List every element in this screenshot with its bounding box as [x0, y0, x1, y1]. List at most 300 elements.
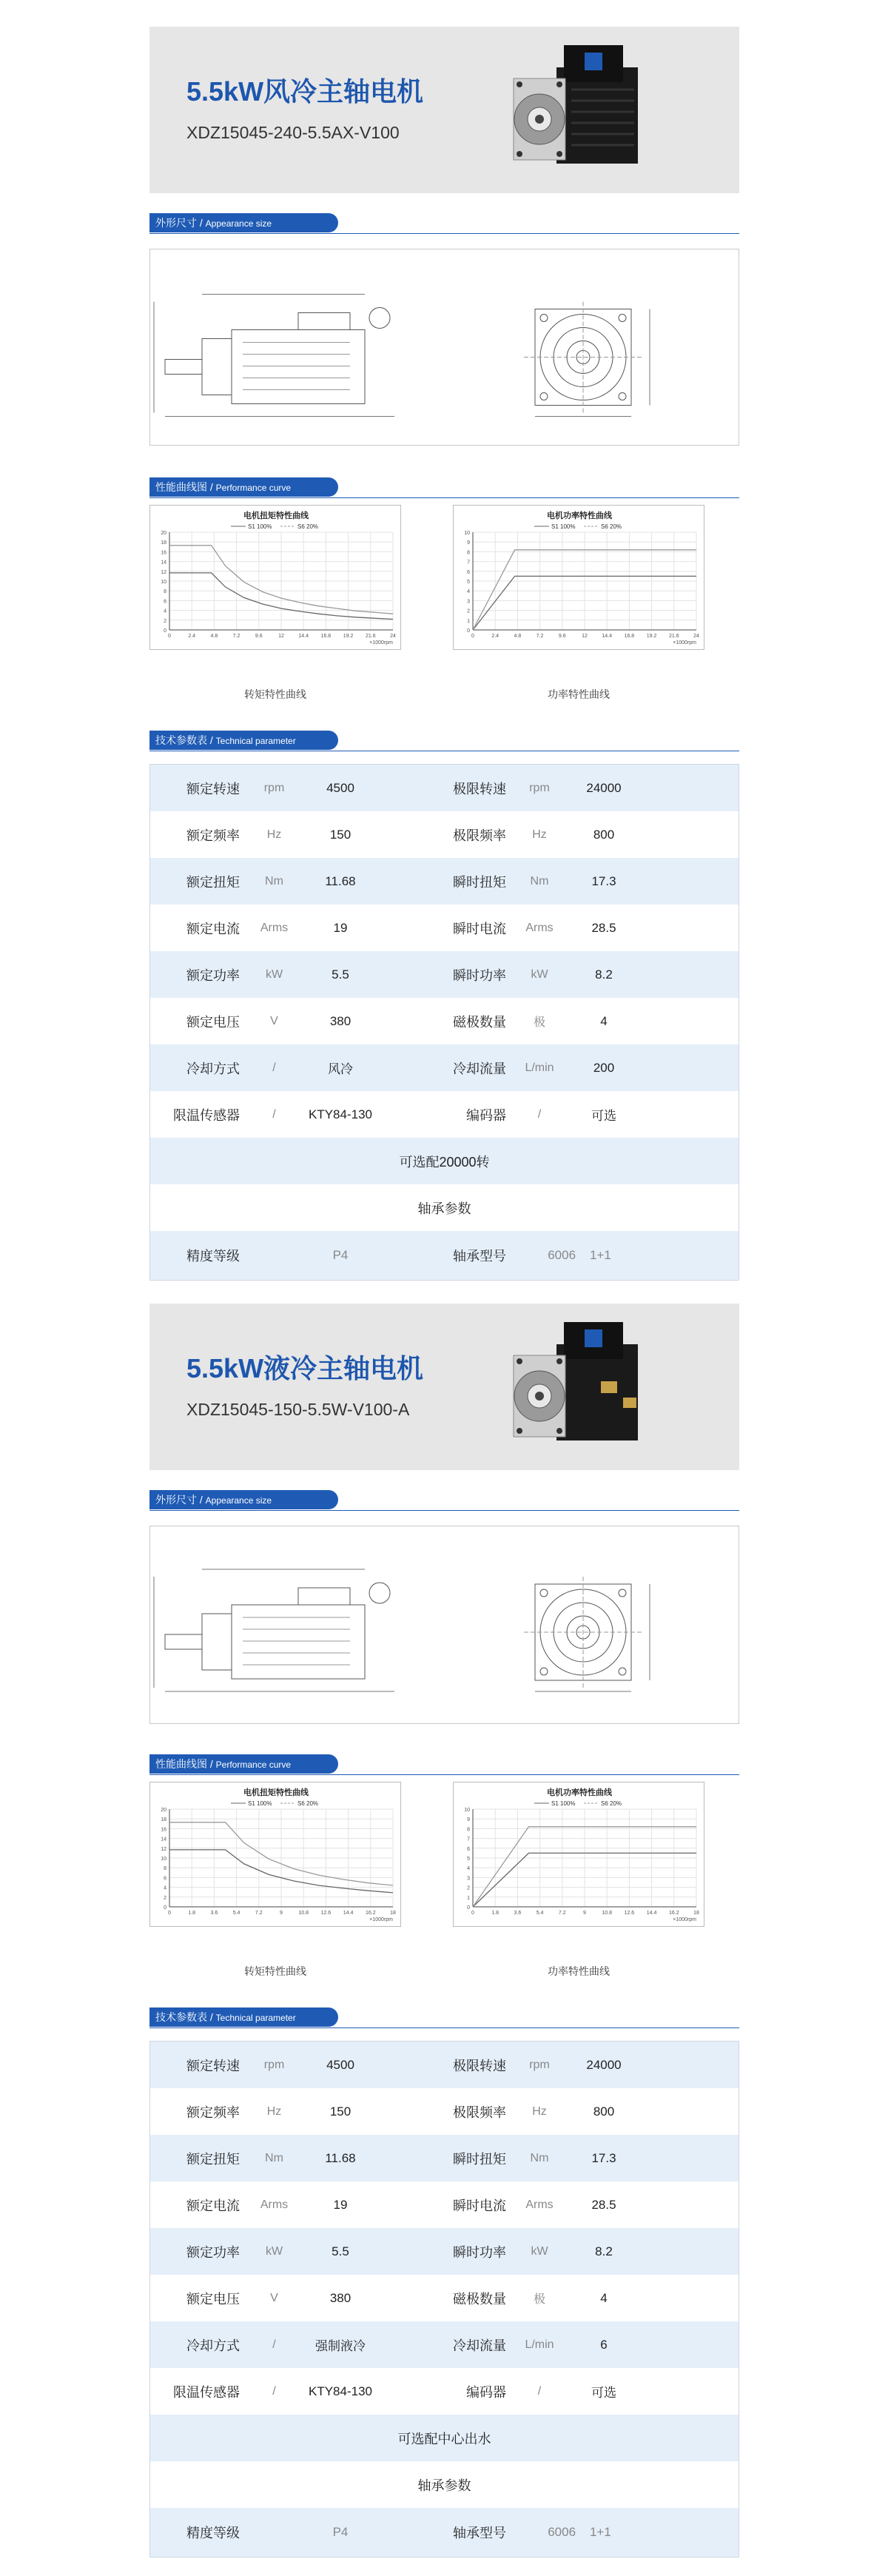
param-label: 磁极数量 — [453, 2291, 506, 2307]
param-value: 800 — [593, 2104, 615, 2119]
param-unit: Arms — [260, 921, 289, 934]
y-tick-label: 4 — [467, 589, 470, 595]
param-value: 24000 — [586, 2057, 622, 2072]
table-row — [150, 951, 739, 998]
x-tick-label: 7.2 — [232, 634, 240, 639]
parameter-table — [149, 764, 739, 1281]
side-view-flange — [202, 1614, 232, 1670]
y-tick-label: 4 — [467, 1866, 470, 1872]
param-label: 限温传感器 — [173, 1107, 240, 1123]
x-tick-label: 5.4 — [536, 1911, 544, 1916]
coolant-fitting — [601, 1381, 617, 1393]
tech-section-header: 技术参数表 / Technical parameter — [149, 2008, 346, 2027]
table-row — [150, 765, 739, 811]
performance-chart — [457, 509, 702, 648]
param-unit: Arms — [260, 2198, 289, 2211]
param-unit: rpm — [263, 781, 285, 794]
y-tick-label: 0 — [467, 628, 470, 634]
param-label: 额定电压 — [186, 1014, 240, 1030]
x-tick-label: 21.6 — [365, 634, 376, 639]
param-label: 额定频率 — [186, 2104, 240, 2120]
param-label: 额定功率 — [186, 2244, 240, 2260]
legend-s6-label: S6 20% — [297, 1800, 319, 1807]
side-view-shaft — [165, 1634, 202, 1649]
param-unit: rpm — [529, 781, 550, 794]
x-tick-label: 18 — [390, 1911, 396, 1916]
param-value: 380 — [329, 2290, 352, 2305]
bearing-label: 轴承参数 — [417, 2478, 471, 2493]
torque-chart-frame — [149, 505, 401, 650]
x-tick-label: 4.8 — [514, 634, 522, 639]
option-note: 可选配中心出水 — [397, 2431, 491, 2446]
param-value: 可选 — [591, 2386, 616, 2400]
performance-chart — [153, 1785, 399, 1925]
param-unit: Arms — [525, 2198, 554, 2211]
legend-s6-label: S6 20% — [297, 523, 319, 530]
x-tick-label: 0 — [471, 1911, 474, 1916]
y-tick-label: 9 — [467, 540, 470, 546]
y-tick-label: 3 — [467, 599, 470, 605]
param-unit: kW — [531, 2244, 548, 2258]
param-unit: / — [537, 2384, 542, 2398]
section-title-en: Technical parameter — [215, 736, 296, 746]
y-tick-label: 1 — [467, 1895, 470, 1901]
param-value: KTY84-130 — [309, 1107, 372, 1121]
tech-section-header: 技术参数表 / Technical parameter — [149, 731, 346, 750]
table-row — [150, 2368, 739, 2415]
param-label: 冷却流量 — [453, 1061, 506, 1076]
y-tick-label: 0 — [467, 1905, 470, 1911]
param-label: 额定扭矩 — [186, 874, 240, 890]
x-tick-label: 0 — [471, 634, 474, 639]
x-axis-unit: ×1000rpm — [673, 640, 696, 645]
bearing-arrangement: 1+1 — [589, 2525, 611, 2539]
y-tick-label: 8 — [467, 550, 470, 556]
x-tick-label: 5.4 — [232, 1911, 240, 1916]
y-tick-label: 2 — [467, 608, 470, 614]
bearing-model-number: 6006 — [548, 2525, 576, 2539]
y-tick-label: 2 — [164, 618, 166, 624]
y-tick-label: 3 — [467, 1876, 470, 1882]
param-value: 4500 — [326, 2057, 354, 2072]
param-value: 8.2 — [595, 967, 613, 982]
chart-legend — [231, 523, 318, 530]
x-tick-label: 16.2 — [365, 1911, 376, 1916]
motor-image — [497, 1315, 645, 1455]
param-unit: Nm — [530, 874, 549, 888]
param-unit: L/min — [525, 1061, 554, 1074]
performance-charts — [149, 1782, 739, 1996]
y-tick-label: 16 — [161, 550, 166, 556]
param-value: 6 — [600, 2337, 608, 2352]
y-tick-label: 2 — [164, 1895, 166, 1901]
table-row — [150, 998, 739, 1044]
x-tick-label: 9.6 — [255, 634, 263, 639]
param-label: 瞬时扭矩 — [453, 2151, 506, 2167]
section-title-en: Appearance size — [205, 218, 272, 229]
param-unit: Arms — [525, 921, 554, 934]
side-view-flange — [202, 339, 232, 395]
param-unit: / — [272, 2384, 276, 2398]
x-tick-label: 9 — [280, 1911, 283, 1916]
legend-s6-label: S6 20% — [601, 1800, 622, 1807]
param-unit: kW — [531, 967, 548, 981]
motor-logo — [585, 53, 602, 70]
param-value: KTY84-130 — [309, 2384, 372, 2398]
bearing-header-row — [150, 2461, 739, 2508]
param-unit: V — [270, 1014, 278, 1027]
section-title-en: Performance curve — [215, 1760, 292, 1770]
power-chart-frame — [453, 505, 704, 650]
param-value: 17.3 — [591, 873, 616, 888]
param-unit: V — [270, 2291, 278, 2304]
x-tick-label: 19.2 — [343, 634, 354, 639]
table-row — [150, 1044, 739, 1091]
table-row — [150, 2275, 739, 2321]
bearing-arrangement: 1+1 — [589, 1248, 611, 1262]
param-unit: Nm — [530, 2151, 549, 2164]
param-label: 冷却方式 — [186, 1061, 240, 1076]
option-note-row — [150, 2415, 739, 2461]
param-label: 瞬时扭矩 — [453, 874, 506, 890]
param-unit: Hz — [532, 2104, 547, 2118]
param-unit: L/min — [525, 2338, 554, 2351]
param-value: 150 — [329, 2104, 352, 2119]
y-tick-label: 5 — [467, 1856, 470, 1862]
dimension-drawing — [150, 249, 739, 445]
table-row — [150, 2228, 739, 2275]
param-unit: 极 — [533, 1016, 545, 1029]
param-label: 极限转速 — [453, 781, 506, 796]
y-tick-label: 9 — [467, 1817, 470, 1823]
y-tick-label: 16 — [161, 1827, 166, 1833]
param-label: 轴承型号 — [453, 1249, 506, 1264]
section-title: 性能曲线图 — [155, 1758, 207, 1770]
x-tick-label: 12 — [278, 634, 284, 639]
y-tick-label: 20 — [161, 531, 166, 536]
param-label: 磁极数量 — [453, 1014, 506, 1030]
param-unit: rpm — [529, 2058, 550, 2071]
table-row — [150, 2135, 739, 2181]
chart-legend — [534, 1800, 622, 1807]
x-tick-label: 14.4 — [343, 1911, 354, 1916]
y-tick-label: 7 — [467, 560, 470, 566]
y-tick-label: 10 — [464, 1808, 470, 1813]
y-tick-label: 5 — [467, 580, 470, 585]
bearing-row — [150, 1231, 739, 1280]
parameter-table — [149, 2041, 739, 2557]
x-tick-label: 1.8 — [188, 1911, 196, 1916]
param-unit: / — [537, 1107, 542, 1121]
x-tick-label: 7.2 — [255, 1911, 263, 1916]
param-label: 冷却方式 — [186, 2338, 240, 2353]
param-value: 150 — [329, 827, 352, 842]
param-value: 200 — [593, 1060, 615, 1075]
y-tick-label: 14 — [161, 1837, 166, 1842]
chart-title: 电机功率特性曲线 — [547, 1788, 612, 1797]
bearing-model — [515, 2525, 644, 2540]
option-note: 可选配20000转 — [399, 1154, 490, 1170]
table-row — [150, 2042, 739, 2088]
x-tick-label: 2.4 — [491, 634, 500, 639]
appearance-section-header: 外形尺寸 / Appearance size — [149, 213, 346, 232]
param-unit: / — [272, 1061, 276, 1074]
x-tick-label: 2.4 — [188, 634, 196, 639]
x-tick-label: 12.6 — [320, 1911, 332, 1916]
x-tick-label: 7.2 — [558, 1911, 566, 1916]
performance-chart — [457, 1785, 702, 1925]
x-tick-label: 7.2 — [536, 634, 544, 639]
table-row — [150, 2088, 739, 2135]
appearance-section-header: 外形尺寸 / Appearance size — [149, 1490, 346, 1509]
chart-legend — [231, 1800, 318, 1807]
param-label: 精度等级 — [186, 1249, 240, 1264]
param-label: 极限频率 — [453, 828, 506, 843]
x-tick-label: 14.4 — [602, 634, 613, 639]
x-tick-label: 16.8 — [624, 634, 635, 639]
param-value: 4500 — [326, 780, 354, 795]
power-chart-frame — [453, 1782, 704, 1927]
chart-title: 电机扭矩特性曲线 — [243, 511, 309, 520]
param-label: 瞬时功率 — [453, 2244, 506, 2260]
y-tick-label: 8 — [467, 1827, 470, 1833]
y-tick-label: 6 — [467, 1846, 470, 1852]
param-value: 风冷 — [328, 1062, 353, 1076]
param-label: 额定功率 — [186, 967, 240, 983]
x-tick-label: 24 — [693, 634, 699, 639]
param-unit: Hz — [532, 828, 547, 841]
x-tick-label: 14.4 — [298, 634, 309, 639]
x-tick-label: 0 — [168, 634, 171, 639]
bearing-model — [515, 1248, 644, 1263]
x-axis-unit: ×1000rpm — [673, 1917, 696, 1922]
param-label: 额定电压 — [186, 2291, 240, 2307]
section-title-en: Performance curve — [215, 483, 292, 493]
side-view-box — [298, 313, 350, 330]
bearing-model-number: 6006 — [548, 1248, 576, 1262]
param-label: 编码器 — [466, 1107, 506, 1123]
section-title: 外形尺寸 — [155, 217, 197, 229]
performance-charts — [149, 505, 739, 720]
x-tick-label: 21.6 — [668, 634, 679, 639]
side-view-box — [298, 1588, 350, 1605]
x-tick-label: 10.8 — [298, 1911, 309, 1916]
side-view-body — [232, 330, 365, 404]
x-tick-label: 4.8 — [210, 634, 218, 639]
legend-s1-label: S1 100% — [248, 1800, 272, 1807]
param-label: 限温传感器 — [173, 2384, 240, 2400]
table-row — [150, 858, 739, 905]
option-note-row — [150, 1138, 739, 1184]
section-title: 技术参数表 — [155, 2011, 207, 2023]
param-label: 轴承型号 — [453, 2526, 506, 2540]
section-title: 技术参数表 — [155, 734, 207, 746]
param-value: 5.5 — [332, 2244, 349, 2258]
table-row — [150, 905, 739, 951]
table-row — [150, 2181, 739, 2228]
param-value: 可选 — [591, 1109, 616, 1123]
param-label: 精度等级 — [186, 2526, 240, 2540]
product-hero — [149, 27, 739, 193]
param-label: 额定转速 — [186, 2058, 240, 2073]
section-title-en: Technical parameter — [215, 2013, 296, 2023]
param-label: 瞬时功率 — [453, 967, 506, 983]
side-view-shaft — [165, 360, 202, 375]
y-tick-label: 4 — [164, 608, 166, 614]
y-tick-label: 4 — [164, 1885, 166, 1891]
motor-logo — [585, 1329, 602, 1347]
x-tick-label: 16.8 — [320, 634, 332, 639]
param-unit: kW — [265, 967, 283, 981]
x-tick-label: 19.2 — [646, 634, 657, 639]
table-row — [150, 2321, 739, 2368]
product-title: 5.5kW风冷主轴电机 — [186, 76, 424, 107]
param-value: 17.3 — [591, 2150, 616, 2165]
y-tick-label: 2 — [467, 1885, 470, 1891]
param-value: P4 — [332, 2525, 349, 2539]
side-view-connector — [369, 308, 390, 329]
legend-s1-label: S1 100% — [248, 523, 272, 530]
table-row — [150, 1091, 739, 1138]
side-view-body — [232, 1605, 365, 1679]
x-tick-label: 1.8 — [491, 1911, 500, 1916]
y-tick-label: 12 — [161, 569, 166, 575]
x-tick-label: 14.4 — [646, 1911, 657, 1916]
param-label: 瞬时电流 — [453, 2198, 506, 2213]
dimension-drawing — [150, 1526, 739, 1723]
y-tick-label: 0 — [164, 1905, 166, 1911]
param-label: 额定转速 — [186, 781, 240, 796]
y-tick-label: 20 — [161, 1808, 166, 1813]
side-view-connector — [369, 1583, 390, 1603]
product-model: XDZ15045-240-5.5AX-V100 — [186, 123, 400, 142]
param-value: 28.5 — [591, 920, 616, 935]
product-hero — [149, 1304, 739, 1470]
param-value: 19 — [333, 2197, 348, 2212]
section-title: 性能曲线图 — [155, 481, 207, 493]
param-unit: Nm — [265, 874, 283, 888]
product-title: 5.5kW液冷主轴电机 — [186, 1353, 424, 1383]
param-unit: Nm — [265, 2151, 283, 2164]
y-tick-label: 6 — [164, 1876, 166, 1882]
param-label: 额定频率 — [186, 828, 240, 843]
y-tick-label: 8 — [164, 1866, 166, 1872]
appearance-drawing-box — [149, 1526, 739, 1724]
param-value: 380 — [329, 1013, 352, 1028]
param-value: 800 — [593, 827, 615, 842]
bearing-header-row — [150, 1184, 739, 1231]
motor-image — [497, 38, 645, 178]
y-tick-label: 14 — [161, 560, 166, 566]
y-tick-label: 7 — [467, 1837, 470, 1842]
section-title: 外形尺寸 — [155, 1494, 197, 1506]
param-value: 强制液冷 — [315, 2339, 366, 2353]
torque-caption: 转矩特性曲线 — [244, 688, 306, 700]
table-row — [150, 811, 739, 858]
param-unit: Hz — [266, 2104, 282, 2118]
param-value: 8.2 — [595, 2244, 613, 2258]
product-model: XDZ15045-150-5.5W-V100-A — [186, 1400, 410, 1419]
param-label: 编码器 — [466, 2384, 506, 2400]
y-tick-label: 6 — [164, 599, 166, 605]
param-unit: / — [272, 1107, 276, 1121]
y-tick-label: 18 — [161, 1817, 166, 1823]
param-value: 28.5 — [591, 2197, 616, 2212]
param-value: 4 — [600, 2290, 608, 2305]
x-tick-label: 3.6 — [210, 1911, 218, 1916]
y-tick-label: 8 — [164, 589, 166, 595]
param-unit: 极 — [533, 2293, 545, 2306]
x-tick-label: 18 — [693, 1911, 699, 1916]
x-tick-label: 12.6 — [624, 1911, 635, 1916]
performance-chart — [153, 509, 399, 648]
x-tick-label: 3.6 — [514, 1911, 522, 1916]
legend-s1-label: S1 100% — [551, 1800, 576, 1807]
x-tick-label: 16.2 — [668, 1911, 679, 1916]
x-tick-label: 9 — [583, 1911, 586, 1916]
appearance-drawing-box — [149, 249, 739, 446]
param-label: 额定扭矩 — [186, 2151, 240, 2167]
param-value: 4 — [600, 1013, 608, 1028]
performance-section-header: 性能曲线图 / Performance curve — [149, 477, 346, 497]
param-unit: rpm — [263, 2058, 285, 2071]
param-value: 24000 — [586, 780, 622, 795]
param-value: 11.68 — [325, 873, 356, 888]
param-label: 瞬时电流 — [453, 921, 506, 936]
x-tick-label: 9.6 — [558, 634, 566, 639]
x-axis-unit: ×1000rpm — [369, 1917, 393, 1922]
performance-section-header: 性能曲线图 / Performance curve — [149, 1754, 346, 1774]
coolant-fitting — [623, 1398, 636, 1408]
x-tick-label: 24 — [390, 634, 396, 639]
legend-s1-label: S1 100% — [551, 523, 576, 530]
y-tick-label: 18 — [161, 540, 166, 546]
chart-title: 电机扭矩特性曲线 — [243, 1788, 309, 1797]
chart-legend — [534, 523, 622, 530]
torque-caption: 转矩特性曲线 — [244, 1965, 306, 1977]
param-value: 11.68 — [325, 2150, 356, 2165]
param-unit: Hz — [266, 828, 282, 841]
power-caption: 功率特性曲线 — [548, 1965, 610, 1977]
param-label: 极限频率 — [453, 2104, 506, 2120]
param-label: 极限转速 — [453, 2058, 506, 2073]
legend-s6-label: S6 20% — [601, 523, 622, 530]
x-tick-label: 10.8 — [602, 1911, 613, 1916]
chart-title: 电机功率特性曲线 — [547, 511, 612, 520]
power-caption: 功率特性曲线 — [548, 688, 610, 700]
bearing-row — [150, 2508, 739, 2557]
param-unit: / — [272, 2338, 276, 2351]
torque-chart-frame — [149, 1782, 401, 1927]
param-value: 19 — [333, 920, 348, 935]
bearing-label: 轴承参数 — [417, 1201, 471, 1216]
y-tick-label: 12 — [161, 1846, 166, 1852]
x-tick-label: 12 — [582, 634, 588, 639]
y-tick-label: 0 — [164, 628, 166, 634]
param-value: P4 — [332, 1248, 349, 1262]
param-label: 额定电流 — [186, 921, 240, 936]
param-label: 额定电流 — [186, 2198, 240, 2213]
x-tick-label: 0 — [168, 1911, 171, 1916]
y-tick-label: 10 — [161, 580, 166, 585]
y-tick-label: 1 — [467, 618, 470, 624]
x-axis-unit: ×1000rpm — [369, 640, 393, 645]
y-tick-label: 10 — [161, 1856, 166, 1862]
y-tick-label: 10 — [464, 531, 470, 536]
y-tick-label: 6 — [467, 569, 470, 575]
param-unit: kW — [265, 2244, 283, 2258]
param-label: 冷却流量 — [453, 2338, 506, 2353]
